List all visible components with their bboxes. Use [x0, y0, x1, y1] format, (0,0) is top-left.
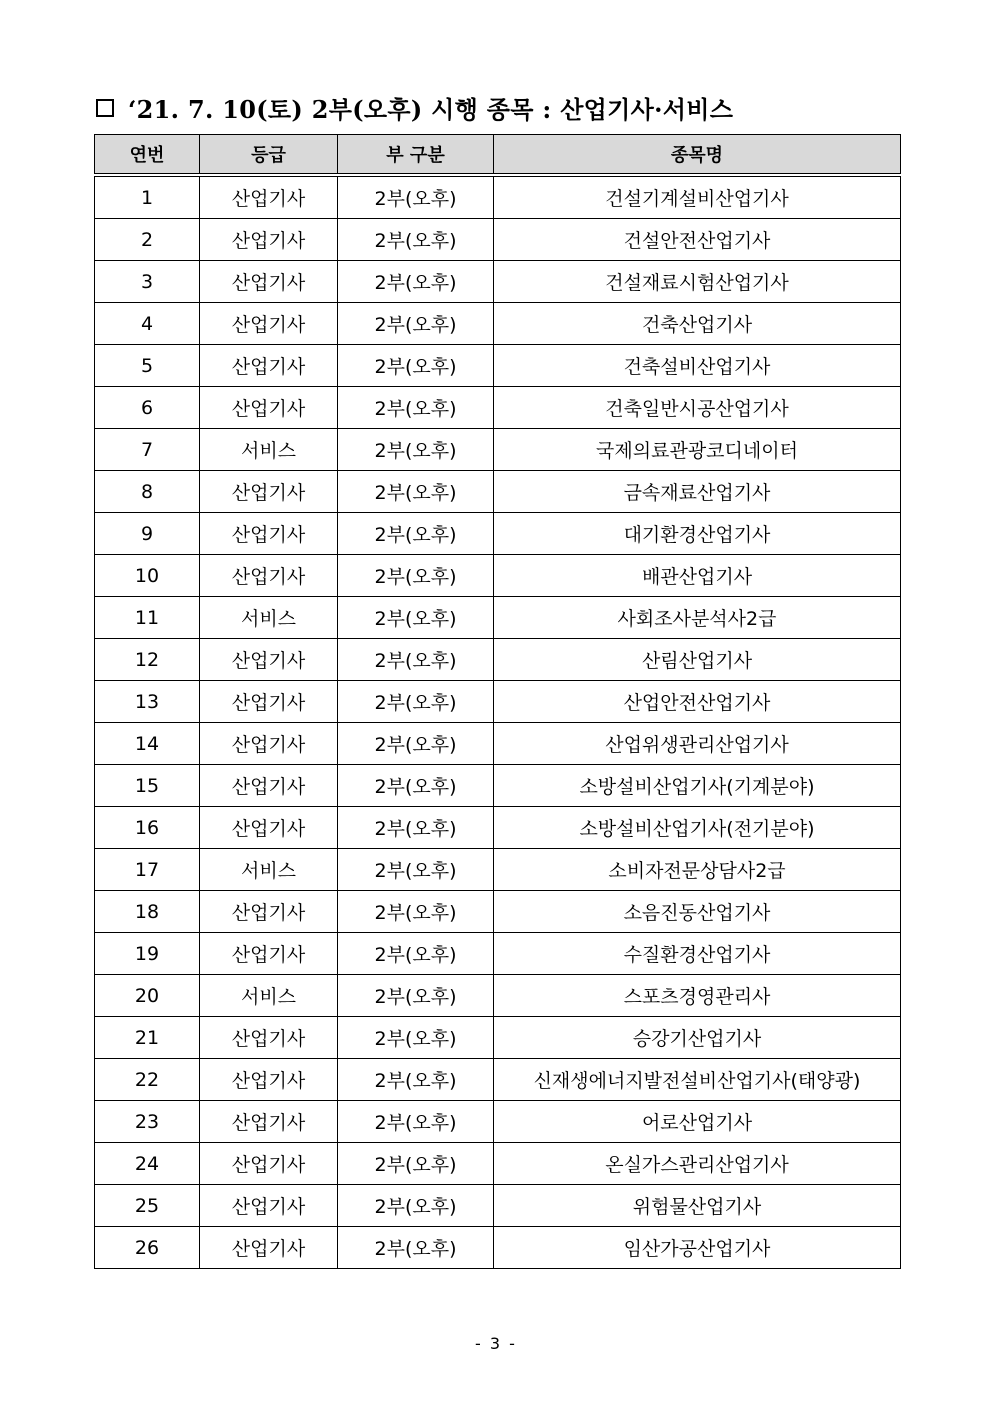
cell-grade: 산업기사	[200, 765, 338, 807]
cell-serial: 13	[95, 681, 200, 723]
cell-exam-name: 산업위생관리산업기사	[494, 723, 901, 765]
cell-grade: 산업기사	[200, 639, 338, 681]
cell-session: 2부(오후)	[338, 723, 494, 765]
cell-session: 2부(오후)	[338, 1017, 494, 1059]
header-serial: 연번	[95, 135, 200, 176]
cell-exam-name: 산업안전산업기사	[494, 681, 901, 723]
cell-serial: 21	[95, 1017, 200, 1059]
table-row	[95, 387, 901, 429]
cell-exam-name: 건설안전산업기사	[494, 219, 901, 261]
cell-exam-name: 건축일반시공산업기사	[494, 387, 901, 429]
cell-grade: 산업기사	[200, 345, 338, 387]
table-row	[95, 933, 901, 975]
table-row	[95, 471, 901, 513]
cell-serial: 20	[95, 975, 200, 1017]
cell-serial: 3	[95, 261, 200, 303]
cell-exam-name: 건축설비산업기사	[494, 345, 901, 387]
table-row	[95, 1227, 901, 1269]
cell-serial: 6	[95, 387, 200, 429]
cell-serial: 8	[95, 471, 200, 513]
header-exam-name: 종목명	[494, 135, 901, 176]
cell-grade: 산업기사	[200, 175, 338, 219]
cell-exam-name: 스포츠경영관리사	[494, 975, 901, 1017]
cell-grade: 산업기사	[200, 219, 338, 261]
cell-grade: 산업기사	[200, 1017, 338, 1059]
checkbox-icon	[96, 99, 114, 117]
cell-exam-name: 소음진동산업기사	[494, 891, 901, 933]
cell-session: 2부(오후)	[338, 1059, 494, 1101]
cell-grade: 산업기사	[200, 1227, 338, 1269]
cell-exam-name: 승강기산업기사	[494, 1017, 901, 1059]
cell-session: 2부(오후)	[338, 513, 494, 555]
cell-session: 2부(오후)	[338, 303, 494, 345]
cell-grade: 산업기사	[200, 471, 338, 513]
table-row	[95, 1059, 901, 1101]
header-grade: 등급	[200, 135, 338, 176]
table-header-row	[95, 135, 901, 176]
table-row	[95, 1017, 901, 1059]
cell-session: 2부(오후)	[338, 219, 494, 261]
cell-serial: 23	[95, 1101, 200, 1143]
cell-grade: 서비스	[200, 597, 338, 639]
page-number: - 3 -	[475, 1334, 517, 1353]
table-row	[95, 639, 901, 681]
cell-session: 2부(오후)	[338, 261, 494, 303]
cell-grade: 산업기사	[200, 807, 338, 849]
table-row	[95, 261, 901, 303]
cell-session: 2부(오후)	[338, 345, 494, 387]
cell-grade: 산업기사	[200, 1185, 338, 1227]
cell-grade: 산업기사	[200, 555, 338, 597]
cell-session: 2부(오후)	[338, 891, 494, 933]
cell-session: 2부(오후)	[338, 597, 494, 639]
cell-grade: 서비스	[200, 429, 338, 471]
table-row	[95, 303, 901, 345]
cell-grade: 산업기사	[200, 681, 338, 723]
cell-session: 2부(오후)	[338, 975, 494, 1017]
cell-exam-name: 수질환경산업기사	[494, 933, 901, 975]
cell-serial: 1	[95, 175, 200, 219]
cell-exam-name: 건설재료시험산업기사	[494, 261, 901, 303]
cell-grade: 산업기사	[200, 891, 338, 933]
cell-serial: 7	[95, 429, 200, 471]
cell-session: 2부(오후)	[338, 765, 494, 807]
cell-session: 2부(오후)	[338, 555, 494, 597]
cell-exam-name: 어로산업기사	[494, 1101, 901, 1143]
cell-grade: 산업기사	[200, 1059, 338, 1101]
exam-schedule-table	[94, 134, 901, 1269]
cell-serial: 12	[95, 639, 200, 681]
table-row	[95, 175, 901, 219]
cell-session: 2부(오후)	[338, 175, 494, 219]
cell-exam-name: 금속재료산업기사	[494, 471, 901, 513]
cell-exam-name: 대기환경산업기사	[494, 513, 901, 555]
cell-session: 2부(오후)	[338, 807, 494, 849]
cell-exam-name: 온실가스관리산업기사	[494, 1143, 901, 1185]
cell-session: 2부(오후)	[338, 1185, 494, 1227]
table-row	[95, 1101, 901, 1143]
cell-serial: 2	[95, 219, 200, 261]
cell-serial: 26	[95, 1227, 200, 1269]
cell-exam-name: 소비자전문상담사2급	[494, 849, 901, 891]
cell-grade: 산업기사	[200, 513, 338, 555]
cell-exam-name: 건축산업기사	[494, 303, 901, 345]
cell-serial: 25	[95, 1185, 200, 1227]
cell-exam-name: 배관산업기사	[494, 555, 901, 597]
cell-exam-name: 위험물산업기사	[494, 1185, 901, 1227]
cell-exam-name: 국제의료관광코디네이터	[494, 429, 901, 471]
table-row	[95, 765, 901, 807]
cell-session: 2부(오후)	[338, 933, 494, 975]
cell-serial: 19	[95, 933, 200, 975]
cell-exam-name: 소방설비산업기사(기계분야)	[494, 765, 901, 807]
cell-session: 2부(오후)	[338, 387, 494, 429]
cell-serial: 24	[95, 1143, 200, 1185]
cell-session: 2부(오후)	[338, 681, 494, 723]
cell-serial: 16	[95, 807, 200, 849]
cell-grade: 산업기사	[200, 723, 338, 765]
cell-session: 2부(오후)	[338, 1227, 494, 1269]
cell-exam-name: 신재생에너지발전설비산업기사(태양광)	[494, 1059, 901, 1101]
cell-serial: 15	[95, 765, 200, 807]
table-row	[95, 681, 901, 723]
header-session: 부 구분	[338, 135, 494, 176]
table-row	[95, 1143, 901, 1185]
table-row	[95, 891, 901, 933]
table-row	[95, 345, 901, 387]
cell-session: 2부(오후)	[338, 849, 494, 891]
cell-grade: 산업기사	[200, 261, 338, 303]
table-row	[95, 429, 901, 471]
cell-serial: 22	[95, 1059, 200, 1101]
cell-grade: 서비스	[200, 975, 338, 1017]
cell-serial: 9	[95, 513, 200, 555]
cell-serial: 4	[95, 303, 200, 345]
cell-exam-name: 임산가공산업기사	[494, 1227, 901, 1269]
cell-serial: 10	[95, 555, 200, 597]
table-row	[95, 723, 901, 765]
section-title	[96, 90, 733, 124]
cell-serial: 18	[95, 891, 200, 933]
cell-grade: 산업기사	[200, 1143, 338, 1185]
cell-exam-name: 건설기계설비산업기사	[494, 175, 901, 219]
cell-serial: 14	[95, 723, 200, 765]
cell-exam-name: 사회조사분석사2급	[494, 597, 901, 639]
cell-grade: 산업기사	[200, 303, 338, 345]
cell-grade: 산업기사	[200, 1101, 338, 1143]
cell-session: 2부(오후)	[338, 429, 494, 471]
table-row	[95, 849, 901, 891]
cell-grade: 산업기사	[200, 387, 338, 429]
table-row	[95, 597, 901, 639]
table-row	[95, 807, 901, 849]
table-row	[95, 975, 901, 1017]
table-row	[95, 1185, 901, 1227]
table-row	[95, 555, 901, 597]
cell-session: 2부(오후)	[338, 1143, 494, 1185]
cell-session: 2부(오후)	[338, 1101, 494, 1143]
table-row	[95, 219, 901, 261]
cell-serial: 17	[95, 849, 200, 891]
table-row	[95, 513, 901, 555]
cell-grade: 산업기사	[200, 933, 338, 975]
cell-serial: 11	[95, 597, 200, 639]
cell-exam-name: 산림산업기사	[494, 639, 901, 681]
cell-serial: 5	[95, 345, 200, 387]
cell-session: 2부(오후)	[338, 639, 494, 681]
section-title-text: ‘21. 7. 10(토) 2부(오후) 시행 종목 : 산업기사·서비스	[128, 94, 734, 124]
cell-session: 2부(오후)	[338, 471, 494, 513]
cell-exam-name: 소방설비산업기사(전기분야)	[494, 807, 901, 849]
cell-grade: 서비스	[200, 849, 338, 891]
